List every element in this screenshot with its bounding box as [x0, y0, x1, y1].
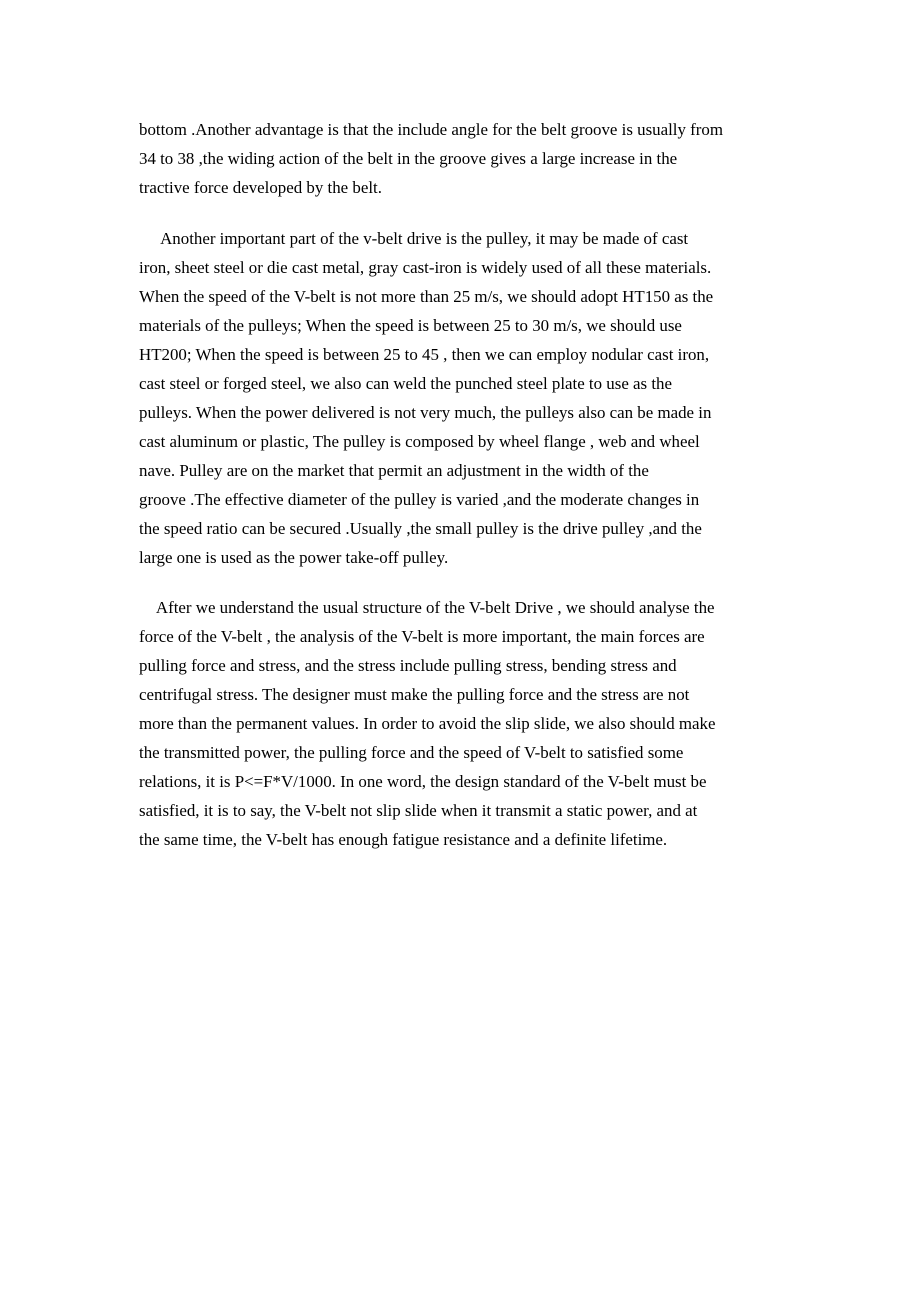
- text-line: relations, it is P<=F*V/1000. In one word, the design standard of the V-belt must be: [139, 772, 707, 791]
- text-line: cast aluminum or plastic, The pulley is composed by wheel flange , web and wheel: [139, 432, 700, 451]
- text-line: 34 to 38 ,the widing action of the belt in the groove gives a large increase in the: [139, 149, 678, 168]
- text-line: tractive force developed by the belt.: [139, 178, 382, 197]
- text-line: HT200; When the speed is between 25 to 45 , then we can employ nodular cast iron,: [139, 345, 710, 364]
- text-line: When the speed of the V-belt is not more than 25 m/s, we should adopt HT150 as the: [139, 287, 714, 306]
- paragraph-belt-force-analysis: [139, 593, 789, 854]
- text-line: Another important part of the v-belt drive is the pulley, it may be made of cast: [139, 229, 689, 248]
- text-line: force of the V-belt , the analysis of the V-belt is more important, the main forces are: [139, 627, 705, 646]
- text-line: the speed ratio can be secured .Usually ,the small pulley is the drive pulley ,and the: [139, 519, 702, 538]
- text-line: centrifugal stress. The designer must make the pulling force and the stress are not: [139, 685, 690, 704]
- text-line: iron, sheet steel or die cast metal, gray cast-iron is widely used of all these materials.: [139, 258, 712, 277]
- text-line: After we understand the usual structure of the V-belt Drive , we should analyse the: [139, 598, 715, 617]
- text-line: pulling force and stress, and the stress include pulling stress, bending stress and: [139, 656, 677, 675]
- text-line: more than the permanent values. In order to avoid the slip slide, we also should make: [139, 714, 716, 733]
- text-line: bottom .Another advantage is that the include angle for the belt groove is usually from: [139, 120, 723, 139]
- text-line: large one is used as the power take-off pulley.: [139, 548, 449, 567]
- text-line: the same time, the V-belt has enough fatigue resistance and a definite lifetime.: [139, 830, 668, 849]
- text-line: the transmitted power, the pulling force and the speed of V-belt to satisfied some: [139, 743, 684, 762]
- text-line: pulleys. When the power delivered is not very much, the pulleys also can be made in: [139, 403, 712, 422]
- text-line: nave. Pulley are on the market that permit an adjustment in the width of the: [139, 461, 649, 480]
- text-line: groove .The effective diameter of the pulley is varied ,and the moderate changes in: [139, 490, 700, 509]
- paragraph-belt-groove-angle: [139, 115, 789, 202]
- text-line: satisfied, it is to say, the V-belt not slip slide when it transmit a static power, and at: [139, 801, 698, 820]
- paragraph-pulley-materials: [139, 224, 789, 572]
- text-line: cast steel or forged steel, we also can weld the punched steel plate to use as the: [139, 374, 672, 393]
- text-line: materials of the pulleys; When the speed is between 25 to 30 m/s, we should use: [139, 316, 682, 335]
